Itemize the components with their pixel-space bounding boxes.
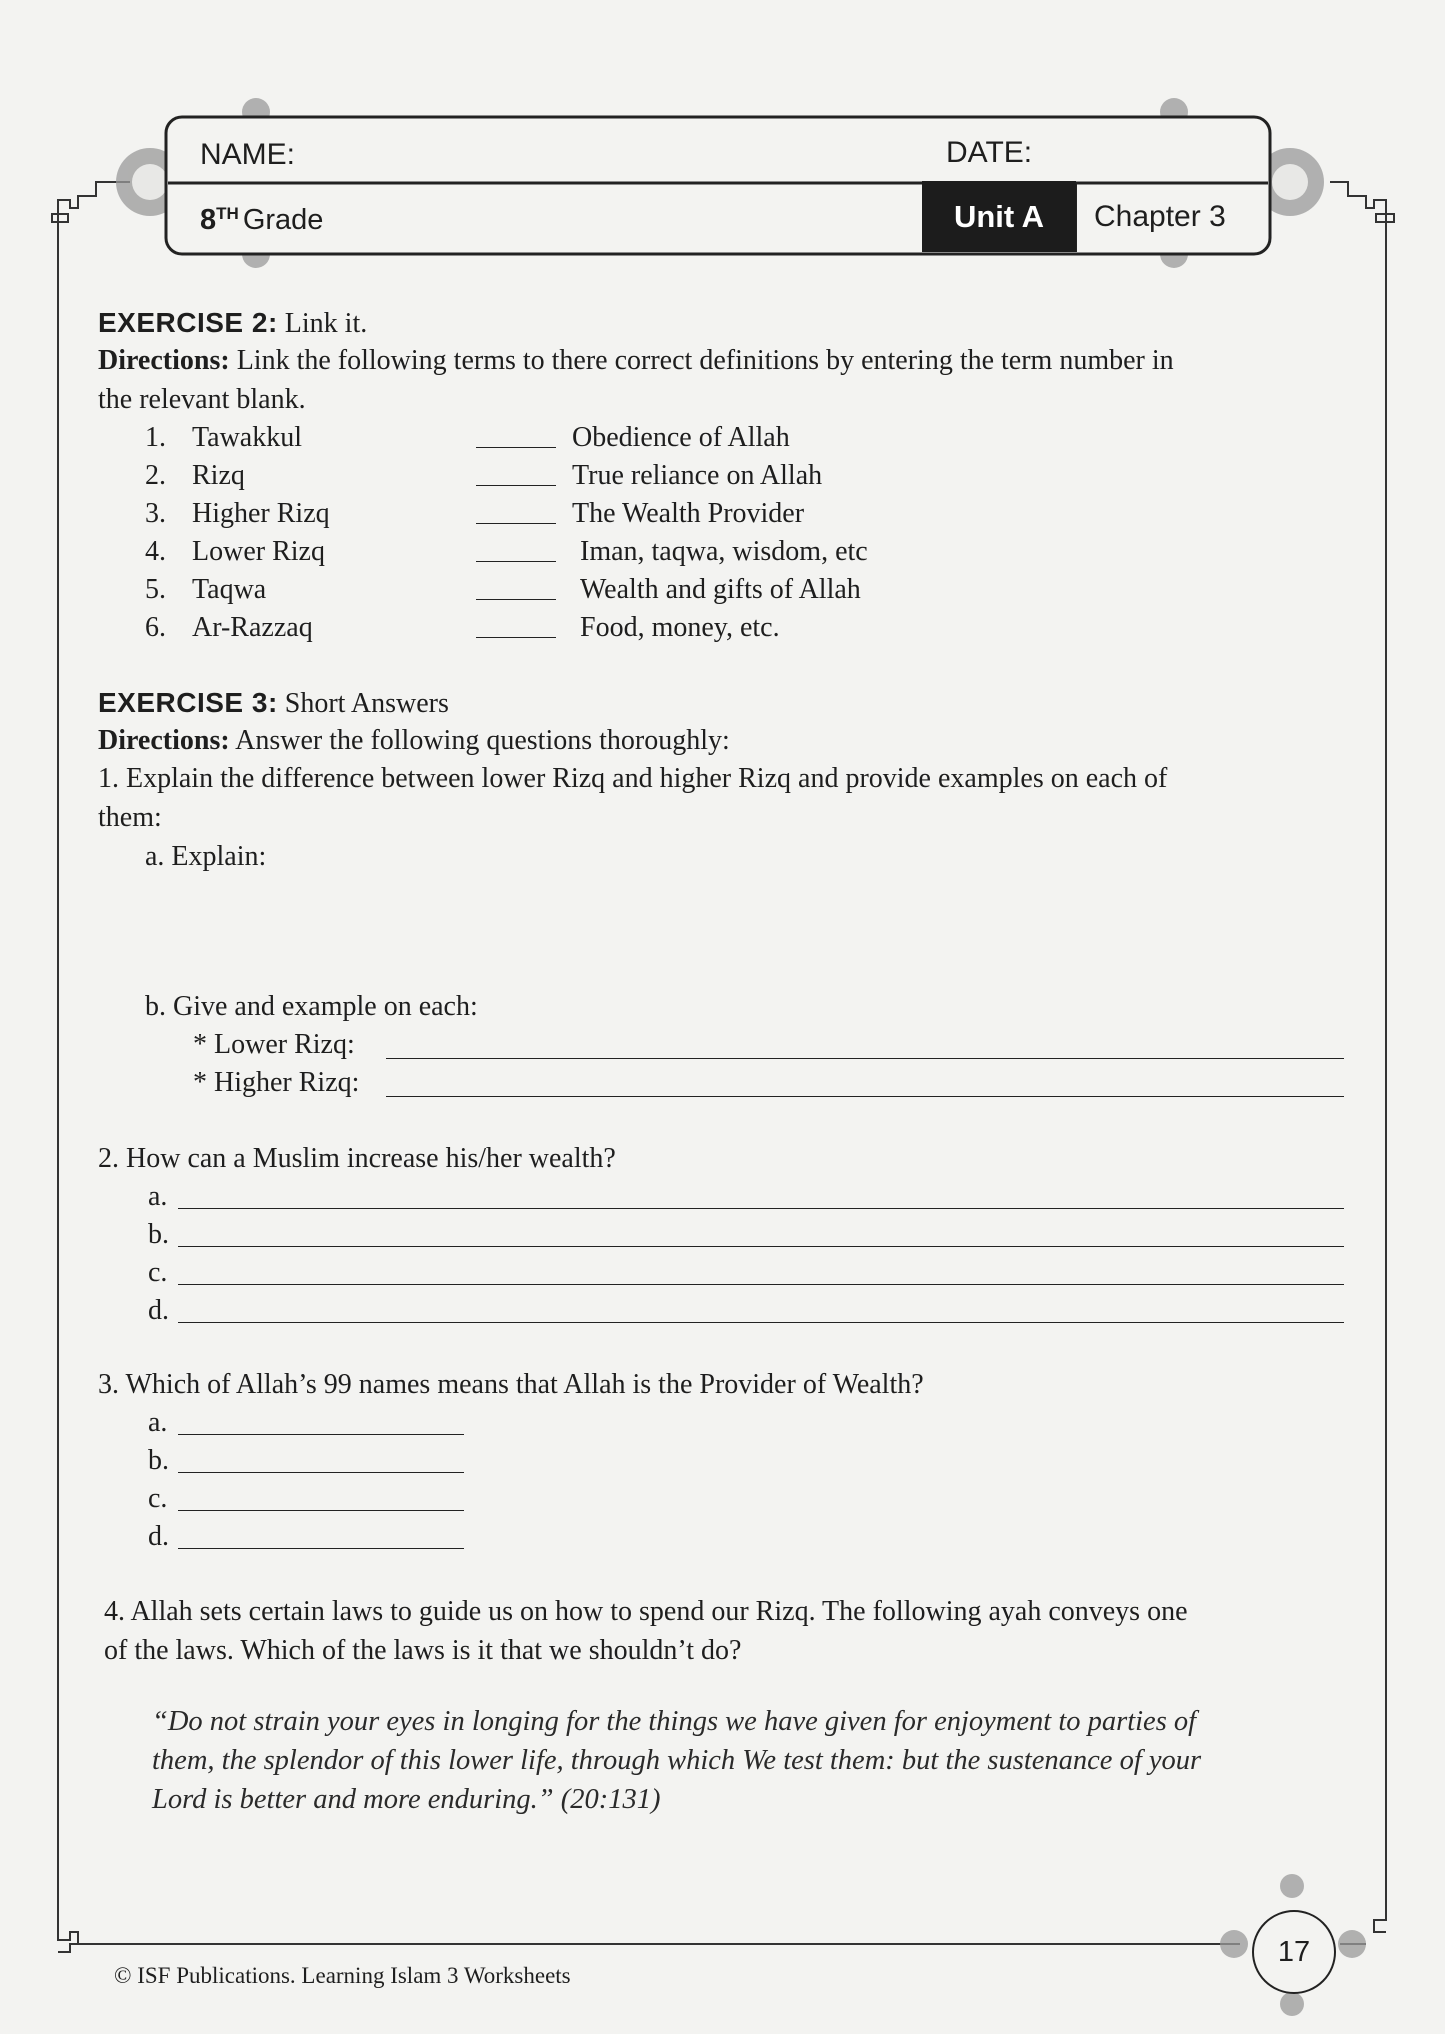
question-3: 3. Which of Allah’s 99 names means that Allah is the Provider of Wealth? — [98, 1369, 924, 1400]
term-row — [0, 419, 1000, 457]
term-name: Taqwa — [192, 574, 267, 605]
term-number: 1. — [145, 422, 166, 453]
term-name: Ar-Razzaq — [192, 612, 313, 643]
quote-line: them, the splendor of this lower life, through which We test them: but the sustenance of your — [152, 1745, 1202, 1776]
term-answer-blank[interactable] — [476, 599, 556, 600]
answer-option-label: a. — [148, 1407, 168, 1438]
directions-text: Answer the following questions thoroughly: — [235, 725, 730, 756]
exercise3-directions — [98, 722, 730, 760]
term-number: 2. — [145, 460, 166, 491]
term-name: Higher Rizq — [192, 498, 330, 529]
ayah-quote — [152, 1702, 1332, 1819]
lower-rizq-answer-line[interactable] — [386, 1058, 1344, 1059]
chapter-label: Chapter 3 — [1094, 200, 1226, 233]
exercise3-title: Short Answers — [284, 688, 449, 719]
higher-rizq-label: * Higher Rizq: — [193, 1067, 360, 1098]
question-4-cont: of the laws. Which of the laws is it that we shouldn’t do? — [104, 1635, 742, 1666]
question-1: 1. Explain the difference between lower Rizq and higher Rizq and provide examples on each of — [98, 763, 1168, 794]
answer-line[interactable] — [178, 1548, 464, 1549]
answer-line[interactable] — [178, 1472, 464, 1473]
term-row — [0, 457, 1000, 495]
exercise3-heading — [98, 684, 449, 723]
term-row — [0, 495, 1000, 533]
term-answer-blank[interactable] — [476, 561, 556, 562]
answer-option-label: d. — [148, 1295, 169, 1326]
term-row — [0, 609, 1000, 647]
question-4: 4. Allah sets certain laws to guide us on how to spend our Rizq. The following ayah conveys one — [104, 1596, 1188, 1627]
term-row — [0, 533, 1000, 571]
answer-option-label: c. — [148, 1257, 168, 1288]
answer-line[interactable] — [178, 1208, 1344, 1209]
term-number: 3. — [145, 498, 166, 529]
exercise3-label: EXERCISE 3: — [98, 687, 278, 718]
term-definition: Wealth and gifts of Allah — [580, 574, 861, 605]
answer-line[interactable] — [178, 1246, 1344, 1247]
exercise2-directions — [98, 342, 1174, 380]
answer-option-label: b. — [148, 1219, 169, 1250]
directions-label: Directions: — [98, 725, 230, 756]
grade-word: Grade — [242, 204, 324, 236]
grade-label — [200, 204, 323, 237]
term-row — [0, 571, 1000, 609]
answer-line[interactable] — [178, 1284, 1344, 1285]
answer-option-label: c. — [148, 1483, 168, 1514]
term-name: Rizq — [192, 460, 245, 491]
unit-badge: Unit A — [922, 181, 1076, 252]
answer-option-label: b. — [148, 1445, 169, 1476]
question-1a: a. Explain: — [145, 841, 267, 872]
answer-option-label: d. — [148, 1521, 169, 1552]
term-definition: True reliance on Allah — [572, 460, 823, 491]
answer-line[interactable] — [178, 1322, 1344, 1323]
grade-superscript: TH — [216, 204, 239, 223]
date-label: DATE: — [946, 136, 1033, 169]
name-label: NAME: — [200, 138, 296, 171]
directions-text: Link the following terms to there correct definitions by entering the term number in — [236, 345, 1174, 376]
term-number: 6. — [145, 612, 166, 643]
higher-rizq-answer-line[interactable] — [386, 1096, 1344, 1097]
term-number: 5. — [145, 574, 166, 605]
term-number: 4. — [145, 536, 166, 567]
question-1-cont: them: — [98, 802, 162, 833]
exercise2-directions-cont: the relevant blank. — [98, 384, 306, 415]
term-definition: Food, money, etc. — [580, 612, 780, 643]
footer-copyright: © ISF Publications. Learning Islam 3 Worksheets — [114, 1963, 571, 1988]
term-name: Lower Rizq — [192, 536, 325, 567]
answer-line[interactable] — [178, 1510, 464, 1511]
page-number: 17 — [1252, 1910, 1336, 1994]
directions-label: Directions: — [98, 345, 230, 376]
exercise2-heading — [98, 304, 367, 343]
answer-option-label: a. — [148, 1181, 168, 1212]
term-answer-blank[interactable] — [476, 637, 556, 638]
term-answer-blank[interactable] — [476, 485, 556, 486]
exercise2-title: Link it. — [284, 308, 368, 339]
term-answer-blank[interactable] — [476, 447, 556, 448]
quote-line: “Do not strain your eyes in longing for the things we have given for enjoyment to parties of — [152, 1706, 1197, 1737]
term-name: Tawakkul — [192, 422, 303, 453]
term-definition: Iman, taqwa, wisdom, etc — [580, 536, 868, 567]
term-answer-blank[interactable] — [476, 523, 556, 524]
question-2: 2. How can a Muslim increase his/her wealth? — [98, 1143, 616, 1174]
exercise2-label: EXERCISE 2: — [98, 307, 278, 338]
grade-number: 8 — [200, 204, 217, 236]
term-definition: The Wealth Provider — [572, 498, 805, 529]
answer-line[interactable] — [178, 1434, 464, 1435]
lower-rizq-label: * Lower Rizq: — [193, 1029, 355, 1060]
quote-line: Lord is better and more enduring.” (20:131) — [152, 1784, 661, 1815]
question-1b: b. Give and example on each: — [145, 991, 478, 1022]
term-definition: Obedience of Allah — [572, 422, 790, 453]
